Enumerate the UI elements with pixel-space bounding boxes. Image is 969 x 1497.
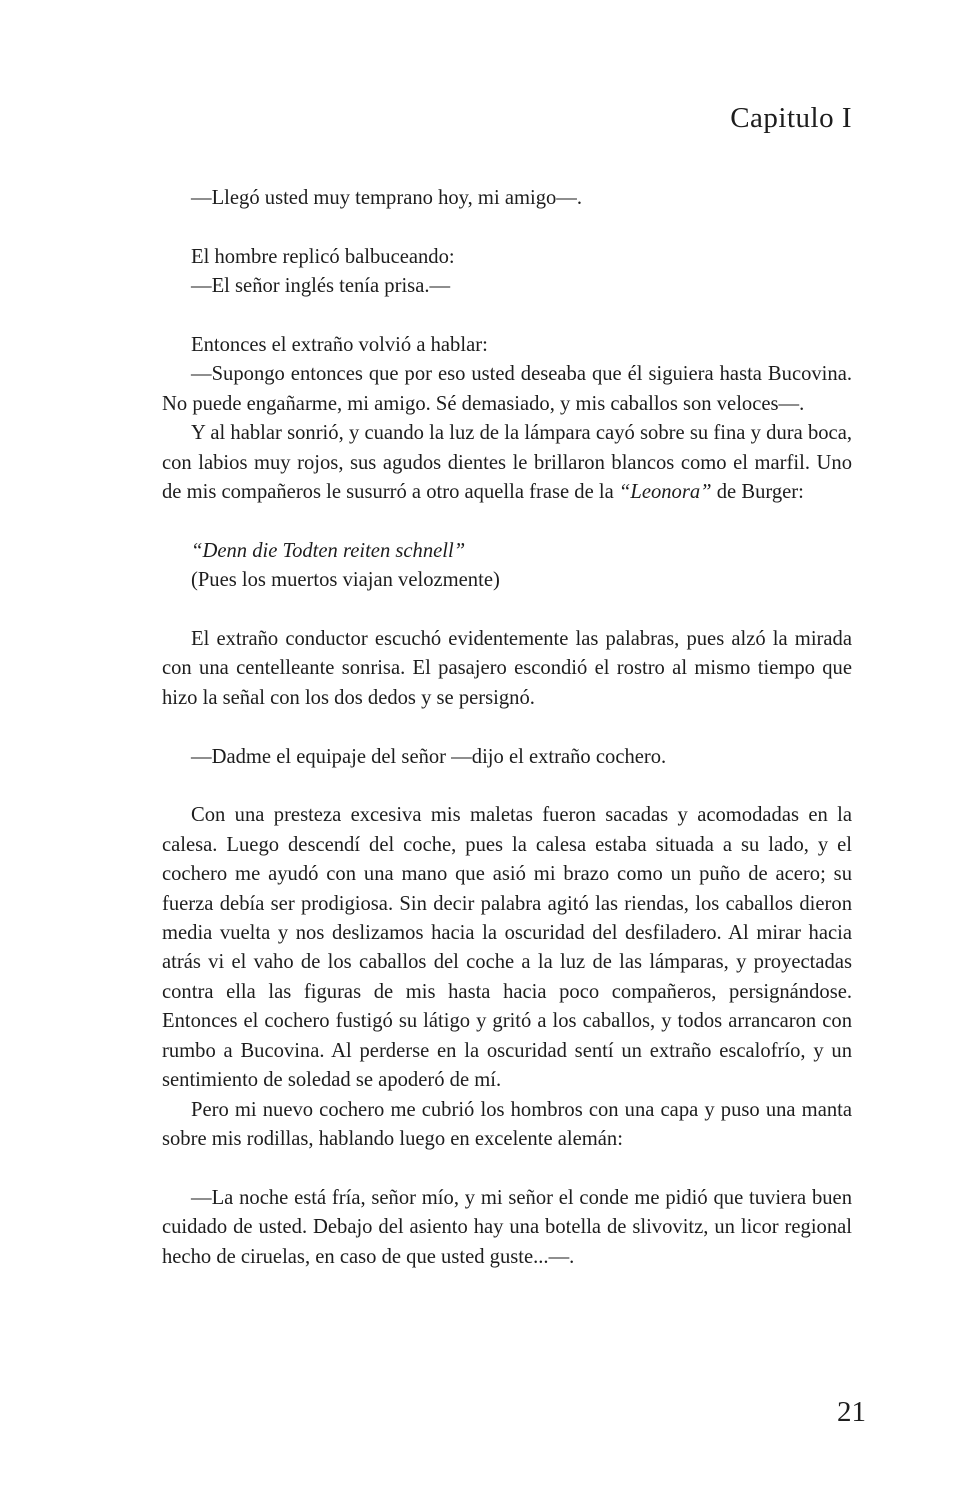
paragraph-gap [162, 1154, 852, 1183]
paragraph-gap [162, 596, 852, 625]
paragraph-luggage: —Dadme el equipaje del señor —dijo el extraño cochero. [191, 745, 667, 768]
smile-text: Y al hablar sonrió, y cuando la luz de la lámpara cayó sobre su fina y dura boca, con labios muy rojos, sus agudos dientes le brillaron blancos como el marfil. Uno de mis compañeros le susurró a otro aquella frase de la [162, 422, 852, 504]
paragraph-bucovina: —Supongo entonces que por eso usted deseaba que él siguiera hasta Bucovina. No puede engañarme, mi amigo. Sé demasiado, y mis caballos son veloces—. [162, 363, 852, 415]
paragraph-man-replied: El hombre replicó balbuceando: [191, 245, 455, 268]
paragraph-gap [162, 507, 852, 536]
paragraph-driver-heard: El extraño conductor escuchó evidentemente las palabras, pues alzó la mirada con una centelleante sonrisa. El pasajero escondió el rostro al mismo tiempo que hizo la señal con los dos dedos y se persignó. [162, 628, 852, 709]
smile-text-end: de Burger: [711, 481, 804, 504]
paragraph-cold-night: —La noche está fría, señor mío, y mi señor el conde me pidió que tuviera buen cuidado de usted. Debajo del asiento hay una botella de slivovitz, un licor regional hecho de ciruelas, en caso de que usted guste...—. [162, 1186, 852, 1268]
paragraph-greeting: —Llegó usted muy temprano hoy, mi amigo—. [191, 187, 583, 209]
paragraph-gap [162, 213, 852, 242]
leonora-title: “Leonora” [618, 481, 712, 504]
paragraph-gap [162, 772, 852, 801]
paragraph-gap [162, 302, 852, 331]
page-number: 21 [837, 1396, 866, 1428]
quote-original: “Denn die Todten reiten schnell” [191, 539, 466, 562]
paragraph-smile [162, 419, 852, 507]
page-body [162, 184, 852, 1272]
paragraph-english-hurry: —El señor inglés tenía prisa.— [191, 275, 451, 298]
chapter-title: Capitulo I [730, 102, 852, 134]
paragraph-gap [162, 713, 852, 742]
quote-translation: (Pues los muertos viajan velozmente) [191, 569, 500, 592]
paragraph-calesa: Con una presteza excesiva mis maletas fueron sacadas y acomodadas en la calesa. Luego descendí del coche, pues la calesa estaba situada a su lado, y el cochero me ayudó con una mano que asió mi brazo como un puño de acero; su fuerza debía ser prodigiosa. Sin decir palabra agitó las riendas, los caballos dieron media vuelta y nos deslizamos hacia la oscuridad del desfiladero. Al mirar hacia atrás vi el vaho de los caballos del coche a la luz de las lámparas, y proyectadas contra ella las figuras de mis hasta hacia poco compañeros, persignándose. Entonces el cochero fustigó su látigo y gritó a los caballos, y todos arrancaron con rumbo a Bucovina. Al perderse en la oscuridad sentí un extraño escalofrío, y un sentimiento de soledad se apoderó de mí. [162, 804, 852, 1092]
paragraph-stranger-spoke: Entonces el extraño volvió a hablar: [191, 334, 488, 356]
paragraph-cloak: Pero mi nuevo cochero me cubrió los hombros con una capa y puso una manta sobre mis rodillas, hablando luego en excelente alemán: [162, 1098, 852, 1150]
